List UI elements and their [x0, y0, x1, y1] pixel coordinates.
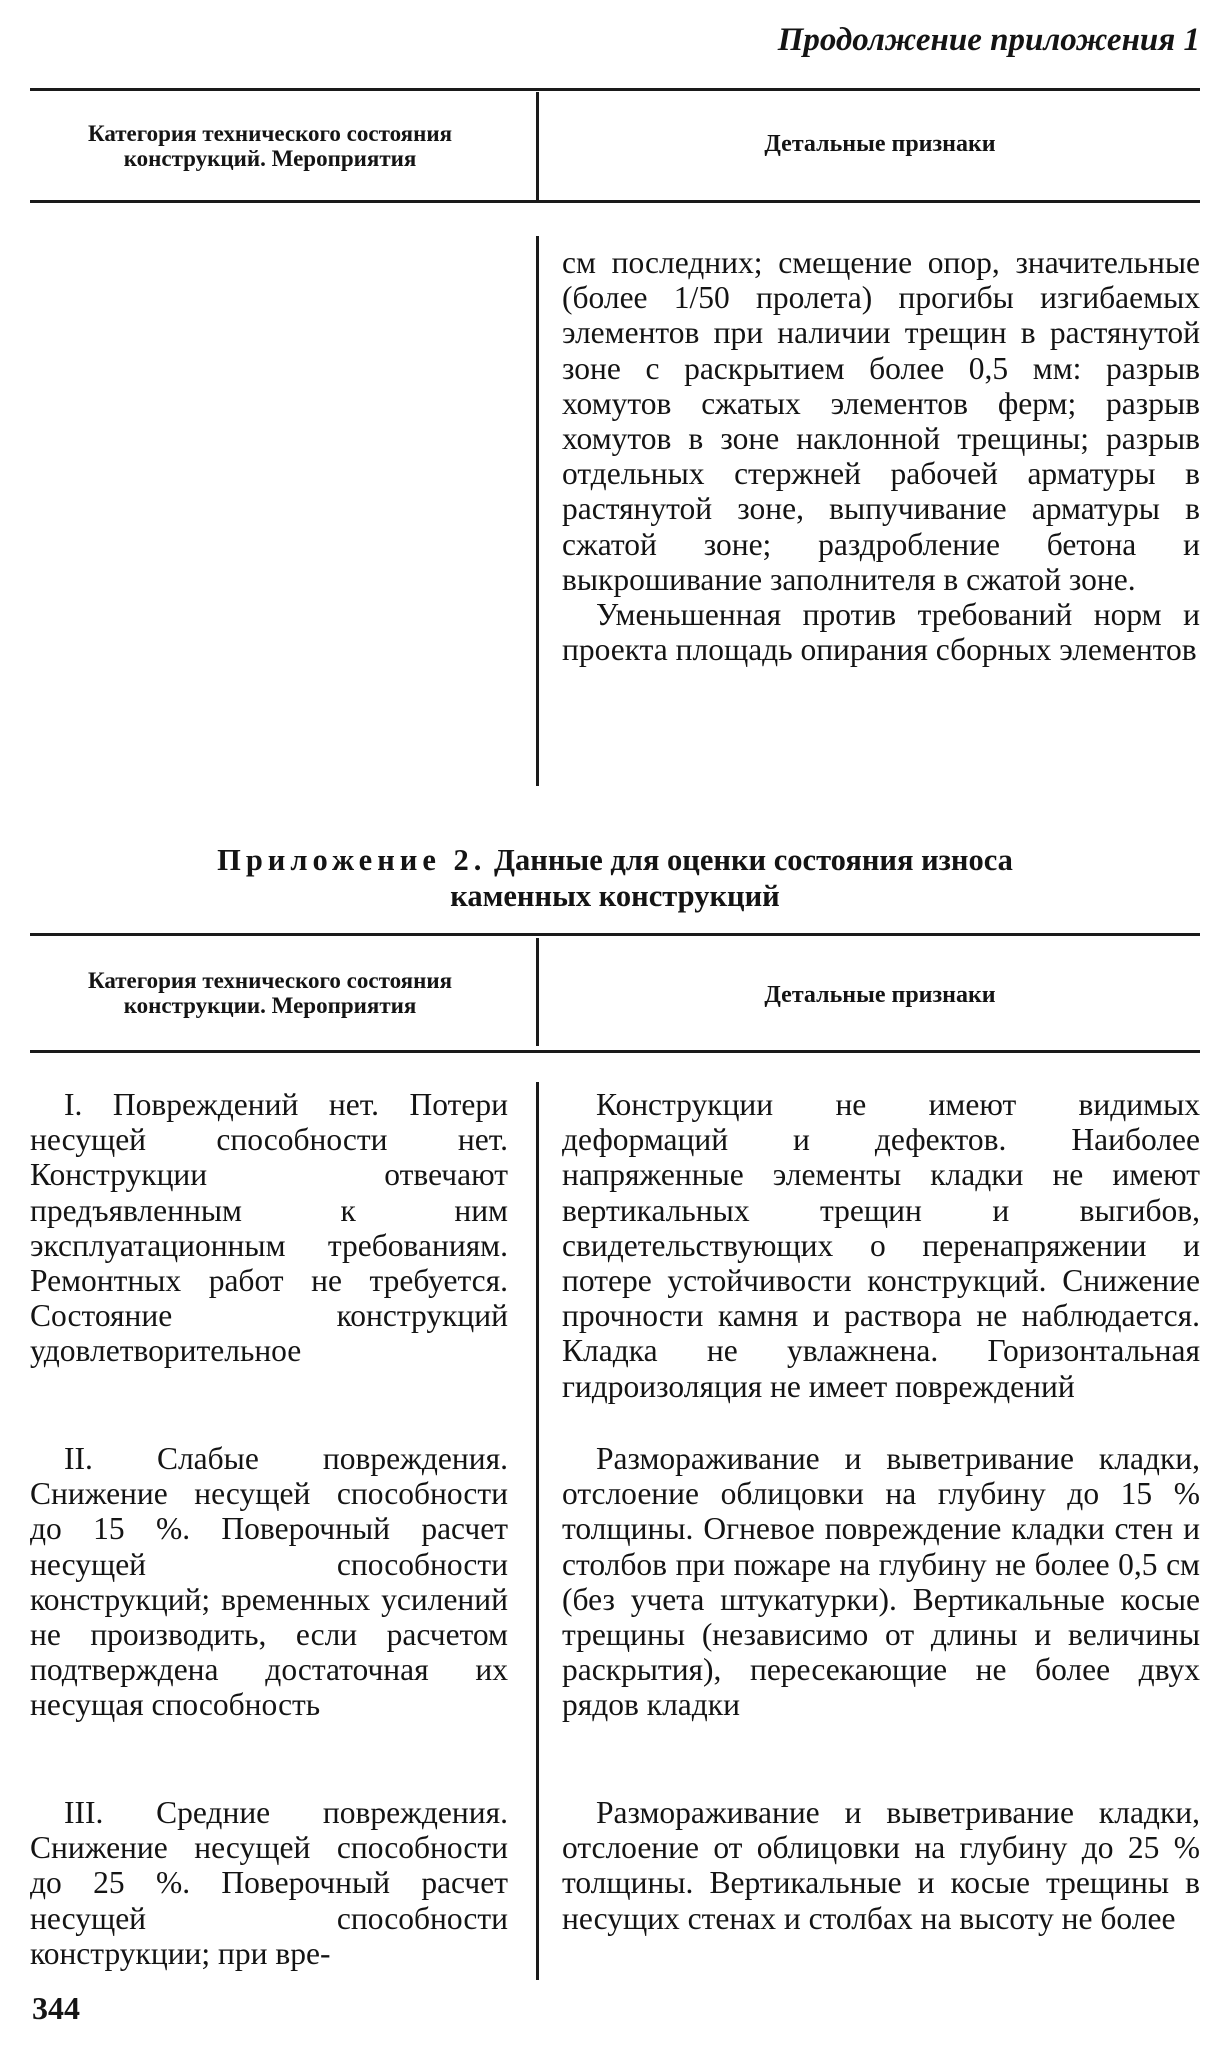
table1-header-right: Детальные признаки	[764, 131, 996, 157]
table2-header-bottom-rule	[30, 1050, 1200, 1053]
table1-header-left: Категория технического состояния конструкций. Мероприятия	[87, 121, 453, 171]
running-head: Продолжение приложения 1	[777, 22, 1200, 58]
table1-paragraph: Уменьшенная против требований норм и проекта площадь опирания сборных элементов	[562, 597, 1200, 668]
appendix-title-line1: Данные для оценки состояния износа	[494, 843, 1013, 877]
table2-row3-right	[562, 1795, 1200, 1936]
table2-header-right: Детальные признаки	[764, 982, 996, 1008]
details-text: Размораживание и выветривание кладки, отслоение облицовки на глубину до 15 % толщины. Огневое повреждение кладки стен и столбов при пожаре на глубину не более 0,5 см (без учета штукатурки). Вертикальные косые трещины (независимо от длины и величины раскрытия), пересекающие не более двух рядов кладки	[562, 1441, 1200, 1723]
table1-header-divider	[536, 92, 539, 200]
table2-header-divider	[536, 938, 539, 1046]
category-text: I. Повреждений нет. Потери несущей способности нет. Конструкции отвечают предъявленным к ним эксплуатационным требованиям. Ремонтных работ не требуется. Состояние конструкций удовлетворительное	[30, 1087, 508, 1369]
table2-body-divider	[536, 1082, 539, 1980]
table1-body-divider	[536, 236, 539, 786]
page-number: 344	[32, 1990, 80, 2026]
table2-row2-left	[30, 1441, 508, 1723]
table2-header-left: Категория технического состояния конструкции. Мероприятия	[87, 968, 453, 1018]
details-text: Размораживание и выветривание кладки, отслоение от облицовки на глубину до 25 % толщины. Вертикальные и косые трещины в несущих стенах и столбах на высоту не более	[562, 1795, 1200, 1936]
details-text: Конструкции не имеют видимых деформаций и дефектов. Наиболее напряженные элементы кладки не имеют вертикальных трещин и выгибов, свидетельствующих о перенапряжении и потере устойчивости конструкций. Снижение прочности камня и раствора не наблюдается. Кладка не увлажнена. Горизонтальная гидроизоляция не имеет повреждений	[562, 1087, 1200, 1404]
table1-top-rule	[30, 88, 1200, 91]
appendix-title	[30, 842, 1200, 914]
table2-row1-right	[562, 1087, 1200, 1404]
table1-header-bottom-rule	[30, 200, 1200, 203]
table2-top-rule	[30, 933, 1200, 936]
table1-right-cell	[562, 245, 1200, 667]
category-text: II. Слабые повреждения. Снижение несущей способности до 15 %. Поверочный расчет несущей способности конструкций; временных усилений не производить, если расчетом подтверждена достаточная их несущая способность	[30, 1441, 508, 1723]
table2-row3-left	[30, 1795, 508, 1971]
table2-row2-right	[562, 1441, 1200, 1723]
table1-paragraph: см последних; смещение опор, значительные (более 1/50 пролета) прогибы изгибаемых элементов при наличии трещин в растянутой зоне с раскрытием более 0,5 мм: разрыв хомутов сжатых элементов ферм; разрыв хомутов в зоне наклонной трещины; разрыв отдельных стержней рабочей арматуры в растянутой зоне, выпучивание арматуры в сжатой зоне; раздробление бетона и выкрошивание заполнителя в сжатой зоне.	[562, 245, 1200, 597]
table2-row1-left	[30, 1087, 508, 1369]
category-text: III. Средние повреждения. Снижение несущей способности до 25 %. Поверочный расчет несущей способности конструкции; при вре-	[30, 1795, 508, 1971]
appendix-title-line2: каменных конструкций	[450, 879, 780, 913]
appendix-label: Приложение 2.	[217, 843, 487, 877]
